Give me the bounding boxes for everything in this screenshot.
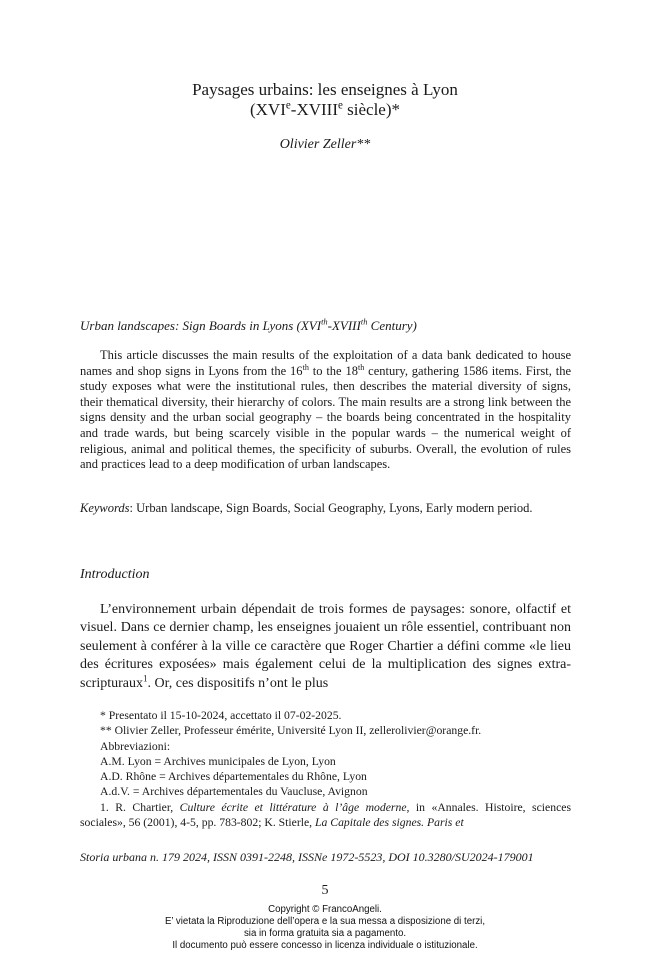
- author-name: Olivier Zeller**: [279, 137, 371, 152]
- page-number: 5: [321, 883, 329, 898]
- title-part: siècle)*: [342, 100, 400, 119]
- abstract-superscript: th: [302, 362, 309, 372]
- introduction-paragraph: [80, 601, 571, 693]
- footnotes: [80, 708, 571, 830]
- copyright-notice: [0, 904, 650, 952]
- keywords: [80, 501, 571, 517]
- article-title: [0, 80, 650, 120]
- abstract: [80, 348, 571, 473]
- title-part: (XVI: [249, 100, 286, 119]
- abstract-superscript: th: [357, 362, 365, 372]
- english-title-superscript: th: [321, 316, 328, 327]
- footnote-presented: * Presentato il 15-10-2024, accettato il 07-02-2025.: [100, 709, 342, 722]
- abstract-part: to the 18: [308, 363, 358, 378]
- section-heading-introduction: Introduction: [80, 567, 150, 582]
- footnote-1-italic: La Capitale des signes. Paris et: [315, 816, 464, 830]
- footnote-abbreviation: A.D. Rhône = Archives départementales du Rhône, Lyon: [100, 770, 367, 784]
- footnote-abbreviations-title: Abbreviazioni:: [100, 739, 171, 753]
- abstract-part: This article discusses the main results of the exploitation of a data bank dedicated to house names and shop signs in Lyons from the 16: [80, 348, 571, 378]
- paragraph-text: . Or, ces dispositifs n’ont le plus: [147, 675, 329, 691]
- title-line-2: [0, 100, 650, 120]
- copyright-line: Copyright © FrancoAngeli.: [268, 904, 382, 915]
- copyright-line: E’ vietata la Riproduzione dell’opera e la sua messa a disposizione di terzi,: [164, 916, 486, 927]
- footnote-abbreviation: A.M. Lyon = Archives municipales de Lyon, Lyon: [100, 754, 336, 768]
- title-superscript: e: [285, 99, 291, 112]
- footnote-1-part: 1. R. Chartier,: [100, 800, 180, 814]
- english-title-part: Century): [367, 318, 417, 333]
- footnote-1: [80, 800, 571, 831]
- english-title-part: Urban landscapes: Sign Boards in Lyons (XVI: [80, 318, 322, 333]
- footnote-1-part: in «Annales. Histoire, sciences sociales», 56 (2001), 4-5, pp. 783-802; K. Stierle,: [80, 800, 571, 830]
- footnote-1-italic: Culture écrite et littérature à l’âge moderne,: [179, 800, 410, 814]
- title-line-1: Paysages urbains: les enseignes à Lyon: [192, 80, 458, 99]
- abstract-part: century, gathering 1586 items. First, the study exposes what were the institutional rules, then describes the material diversity of signs, their thematical diversity, their hierarchy of colors. The main results are a strong link between the signs density and the urban social geography – the boards being concentrated in the hospitality and trade wards, but being scarcely visible in the popular wards – the numerical weight of religious, animal and political themes, the specificity of suburbs. Overall, the evolution of rules and practices lead to a deep modification of urban landscapes.: [80, 363, 571, 472]
- copyright-line: sia in forma gratuita sia a pagamento.: [243, 928, 407, 939]
- keywords-label: Keywords: [80, 501, 130, 515]
- english-title-superscript: th: [360, 316, 368, 327]
- title-part: -XVIII: [290, 100, 338, 119]
- copyright-line: Il documento può essere concesso in licenza individuale o istituzionale.: [172, 940, 478, 951]
- english-title-part: -XVIII: [327, 318, 361, 333]
- english-title: [80, 318, 417, 334]
- keywords-text: : Urban landscape, Sign Boards, Social Geography, Lyons, Early modern period.: [129, 501, 533, 515]
- paragraph-text: L’environnement urbain dépendait de trois formes de paysages: sonore, olfactif et visuel. Dans ce dernier champ, les enseignes jouaient un rôle essentiel, contribuant non seulement à conférer à la ville ce caractère que Roger Chartier a défini comme «le lieu des écritures exposées» mais également celui de la multiplication des signes extra-scripturaux: [80, 602, 571, 691]
- footnote-reference[interactable]: 1: [142, 672, 148, 683]
- title-superscript: e: [337, 99, 343, 112]
- journal-citation: Storia urbana n. 179 2024, ISSN 0391-2248, ISSNe 1972-5523, DOI 10.3280/SU2024-179001: [80, 850, 534, 864]
- footnote-affiliation: ** Olivier Zeller, Professeur émérite, Université Lyon II, zellerolivier@orange.fr.: [100, 724, 482, 738]
- footnote-abbreviation: A.d.V. = Archives départementales du Vaucluse, Avignon: [100, 785, 368, 799]
